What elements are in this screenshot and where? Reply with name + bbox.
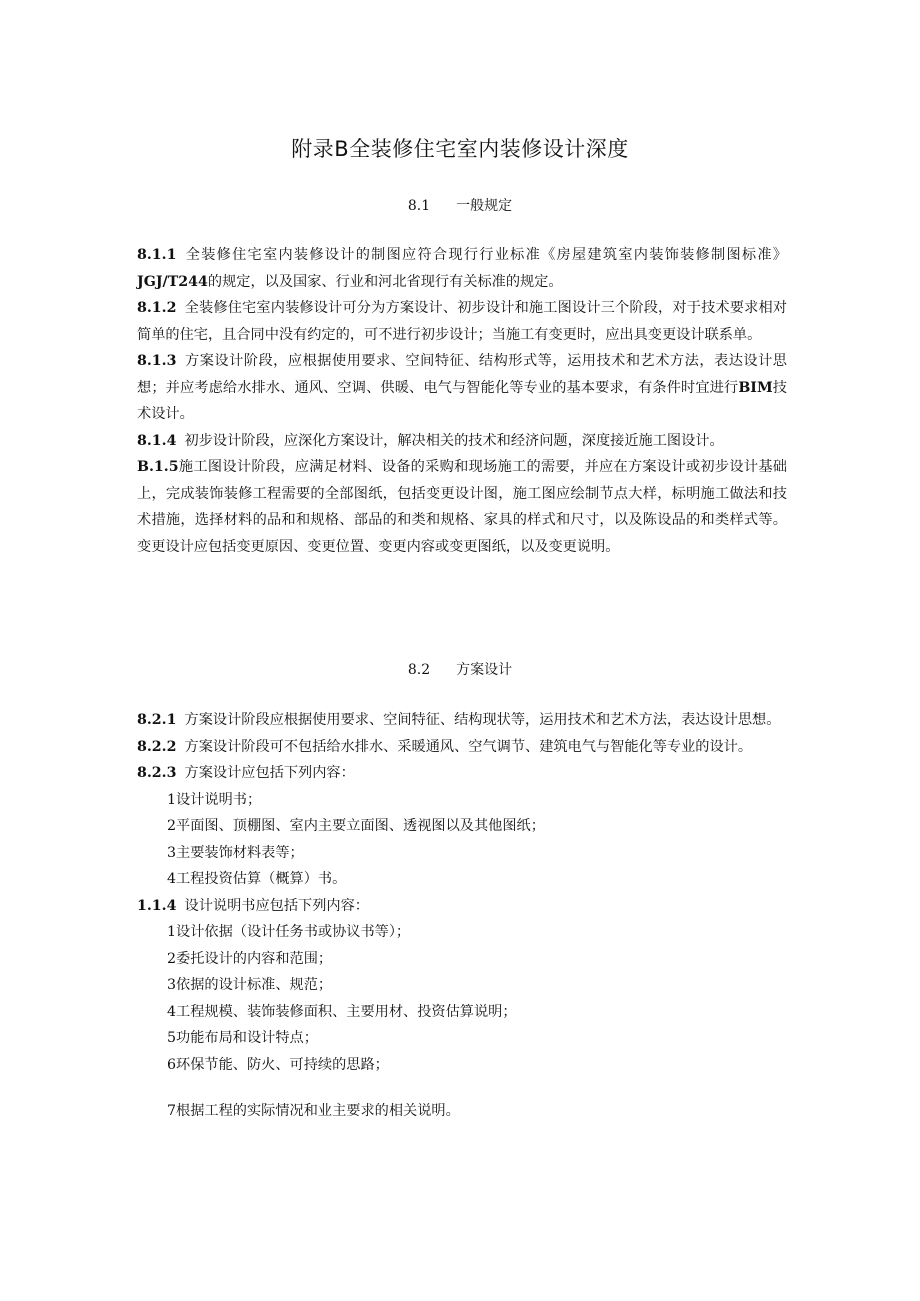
clause-8-1-2: [137, 295, 787, 348]
section-8-2-body: [137, 707, 787, 1125]
list-item: 4工程规模、装饰装修面积、主要用材、投资估算说明；: [167, 1003, 517, 1020]
clause-text: 全装修住宅室内装修设计的制图应符合现行行业标准《房屋建筑室内装饰装修制图标准》: [184, 247, 787, 263]
clause-text: 施工图设计阶段，应满足材料、设备的采购和现场施工的需要，并应在方案设计或初步设计基础上，完成装饰装修工程需要的全部图纸，包括变更设计图，施工图应绘制节点大样，标明施工做法和技术措施，选择材料的品和和规格、部品的和类和规格、家具的样式和尺寸，以及陈设品的和类样式等。变更设计应包括变更原因、变更位置、变更内容或变更图纸，以及变更说明。: [137, 459, 787, 555]
list-item: 3主要装饰材料表等；: [167, 844, 304, 861]
section-number: 8.1: [407, 198, 431, 214]
clause-number: 8.1.2: [137, 300, 177, 316]
clause-number: B.1.5: [137, 459, 179, 475]
clause-8-2-2: [137, 734, 787, 761]
section-number: 8.2: [407, 662, 431, 678]
clause-8-2-3: [137, 760, 787, 787]
section-title: 方案设计: [456, 662, 513, 678]
standard-code: JGJ/T244: [137, 273, 208, 290]
list-item: 2平面图、顶棚图、室内主要立面图、透视图以及其他图纸；: [167, 818, 545, 834]
list-item: 3依据的设计标准、规范；: [167, 977, 333, 993]
clause-number: 8.2.2: [137, 738, 177, 755]
clause-number: 8.1.4: [137, 432, 177, 449]
clause-text: 初步设计阶段，应深化方案设计，解决相关的技术和经济问题，深度接近施工图设计。: [184, 432, 724, 449]
list-item: 1设计依据（设计任务书或协议书等）；: [167, 924, 411, 940]
clause-number: 8.1.1: [137, 247, 177, 263]
document-title: 附录B全装修住宅室内装修设计深度: [291, 137, 629, 161]
clause-text: 方案设计阶段，应根据使用要求、空间特征、结构形式等，运用技术和艺术方法，表达设计思想；并应考虑给水排水、通风、空调、供暖、电气与智能化等专业的基本要求，有条件时宜进行: [137, 353, 787, 396]
clause-b-1-5: [137, 454, 787, 560]
clause-text: 方案设计阶段可不包括给水排水、采暖通风、空气调节、建筑电气与智能化等专业的设计。: [184, 738, 753, 755]
clause-8-1-4: [137, 428, 787, 455]
clause-number: 8.2.1: [137, 712, 177, 728]
bim-term: BIM: [738, 379, 773, 396]
clause-text-continued: 的规定，以及国家、行业和河北省现行有关标准的规定。: [207, 273, 563, 290]
clause-text-continued: 技术设计。: [137, 379, 787, 422]
section-8-1-body: [137, 242, 787, 560]
clause-text: 设计说明书应包括下列内容：: [184, 897, 369, 914]
list-item: 6环保节能、防火、可持续的思路；: [167, 1056, 389, 1073]
list-item: 5功能布局和设计特点；: [167, 1030, 318, 1046]
clause-text: 方案设计应包括下列内容：: [184, 765, 355, 781]
list-item: 2委托设计的内容和范围；: [167, 950, 333, 967]
list-item: 4工程投资估算（概算）书。: [167, 871, 347, 887]
clause-number: 8.1.3: [137, 353, 177, 369]
clause-number: 8.2.3: [137, 765, 177, 781]
clause-8-1-1: [137, 242, 787, 295]
list-item: 1设计说明书；: [167, 791, 262, 808]
section-heading-8-1: [0, 194, 920, 218]
section-heading-8-2: [0, 658, 920, 682]
clause-1-1-4: [137, 893, 787, 920]
clause-text: 全装修住宅室内装修设计可分为方案设计、初步设计和施工图设计三个阶段，对于技术要求相对简单的住宅，且合同中没有约定的，可不进行初步设计；当施工有变更时，应出具变更设计联系单。: [137, 300, 787, 343]
clause-8-2-1: [137, 707, 787, 734]
clause-8-1-3: [137, 348, 787, 428]
section-title: 一般规定: [456, 198, 513, 214]
clause-number: 1.1.4: [137, 897, 177, 914]
clause-text: 方案设计阶段应根据使用要求、空间特征、结构现状等，运用技术和艺术方法，表达设计思想。: [184, 712, 781, 728]
list-item: 7根据工程的实际情况和业主要求的相关说明。: [167, 1103, 460, 1119]
